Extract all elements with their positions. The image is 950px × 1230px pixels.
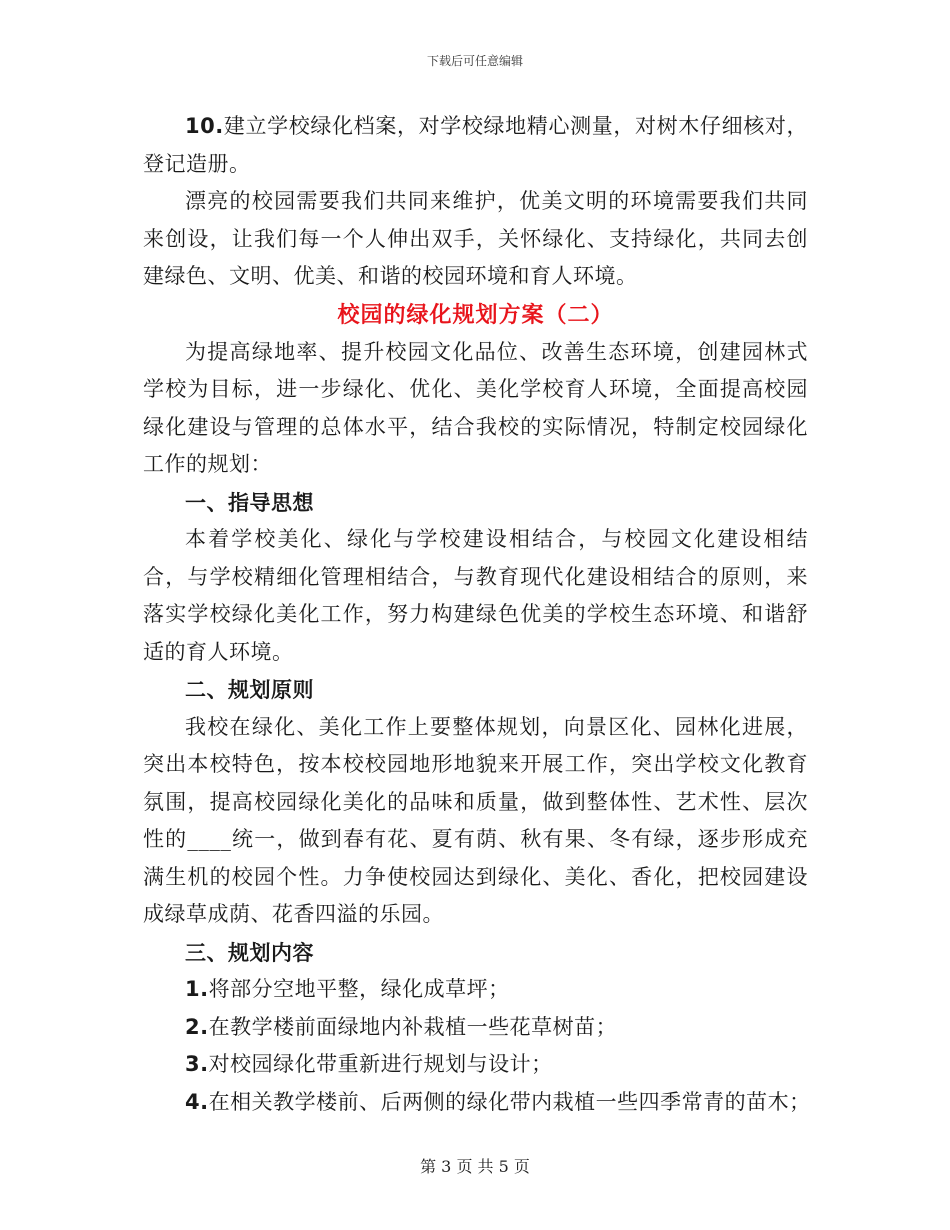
heading-planning-content: 三、规划内容	[185, 939, 314, 965]
heading-guiding-ideology: 一、指导思想	[185, 489, 314, 515]
item-10-text: 建立学校绿化档案，对学校绿地精心测量，对树木仔细核对，登记造册。	[143, 114, 808, 176]
list-item	[143, 1084, 811, 1122]
list-item-number: 3.	[185, 1052, 209, 1076]
paragraph-guiding-ideology: 本着学校美化、绿化与学校建设相结合，与校园文化建设相结合，与学校精细化管理相结合，与教育现代化建设相结合的原则，来落实学校绿化美化工作，努力构建绿色优美的学校生态环境、和谐舒适的育人环境。	[143, 527, 808, 664]
list-item	[143, 1009, 808, 1047]
document-body	[143, 108, 811, 1121]
list-item-number: 4.	[185, 1089, 209, 1114]
list-item-text: 对校园绿化带重新进行规划与设计；	[208, 1052, 553, 1076]
list-item-text: 在教学楼前面绿地内补栽植一些花草树苗；	[208, 1014, 618, 1039]
list-item-text: 在相关教学楼前、后两侧的绿化带内栽植一些四季常青的苗木；	[208, 1089, 811, 1114]
section-title: 校园的绿化规划方案（二）	[337, 301, 614, 328]
paragraph-item-10	[143, 108, 808, 183]
list-item-number: 2.	[185, 1014, 209, 1039]
list-item-text: 将部分空地平整，绿化成草坪；	[208, 977, 510, 1001]
paragraph-planning-principles: 我校在绿化、美化工作上要整体规划，向景区化、园林化进展，突出本校特色，按本校校园地形地貌来开展工作，突出学校文化教育氛围，提高校园绿化美化的品味和质量，做到整体性、艺术性、层次性的____统一，做到春有花、夏有荫、秋有果、冬有绿，逐步形成充满生机的校园个性。力争使校园达到绿化、美化、香化，把校园建设成绿草成荫、花香四溢的乐园。	[143, 714, 808, 926]
header-note: 下载后可任意编辑	[426, 54, 523, 68]
paragraph-closing: 漂亮的校园需要我们共同来维护，优美文明的环境需要我们共同来创设，让我们每一个人伸出双手，关怀绿化、支持绿化，共同去创建绿色、文明、优美、和谐的校园环境和育人环境。	[143, 189, 808, 288]
list-item	[143, 1046, 808, 1084]
list-item-number: 1.	[185, 977, 209, 1001]
paragraph-intro: 为提高绿地率、提升校园文化品位、改善生态环境，创建园林式学校为目标，进一步绿化、优化、美化学校育人环境，全面提高校园绿化建设与管理的总体水平，结合我校的实际情况，特制定校园绿化工作的规划：	[143, 339, 808, 476]
list-item	[143, 971, 808, 1009]
heading-planning-principles: 二、规划原则	[185, 677, 314, 702]
item-10-number: 10.	[185, 114, 224, 138]
page-number: 第 3 页 共 5 页	[420, 1157, 530, 1176]
